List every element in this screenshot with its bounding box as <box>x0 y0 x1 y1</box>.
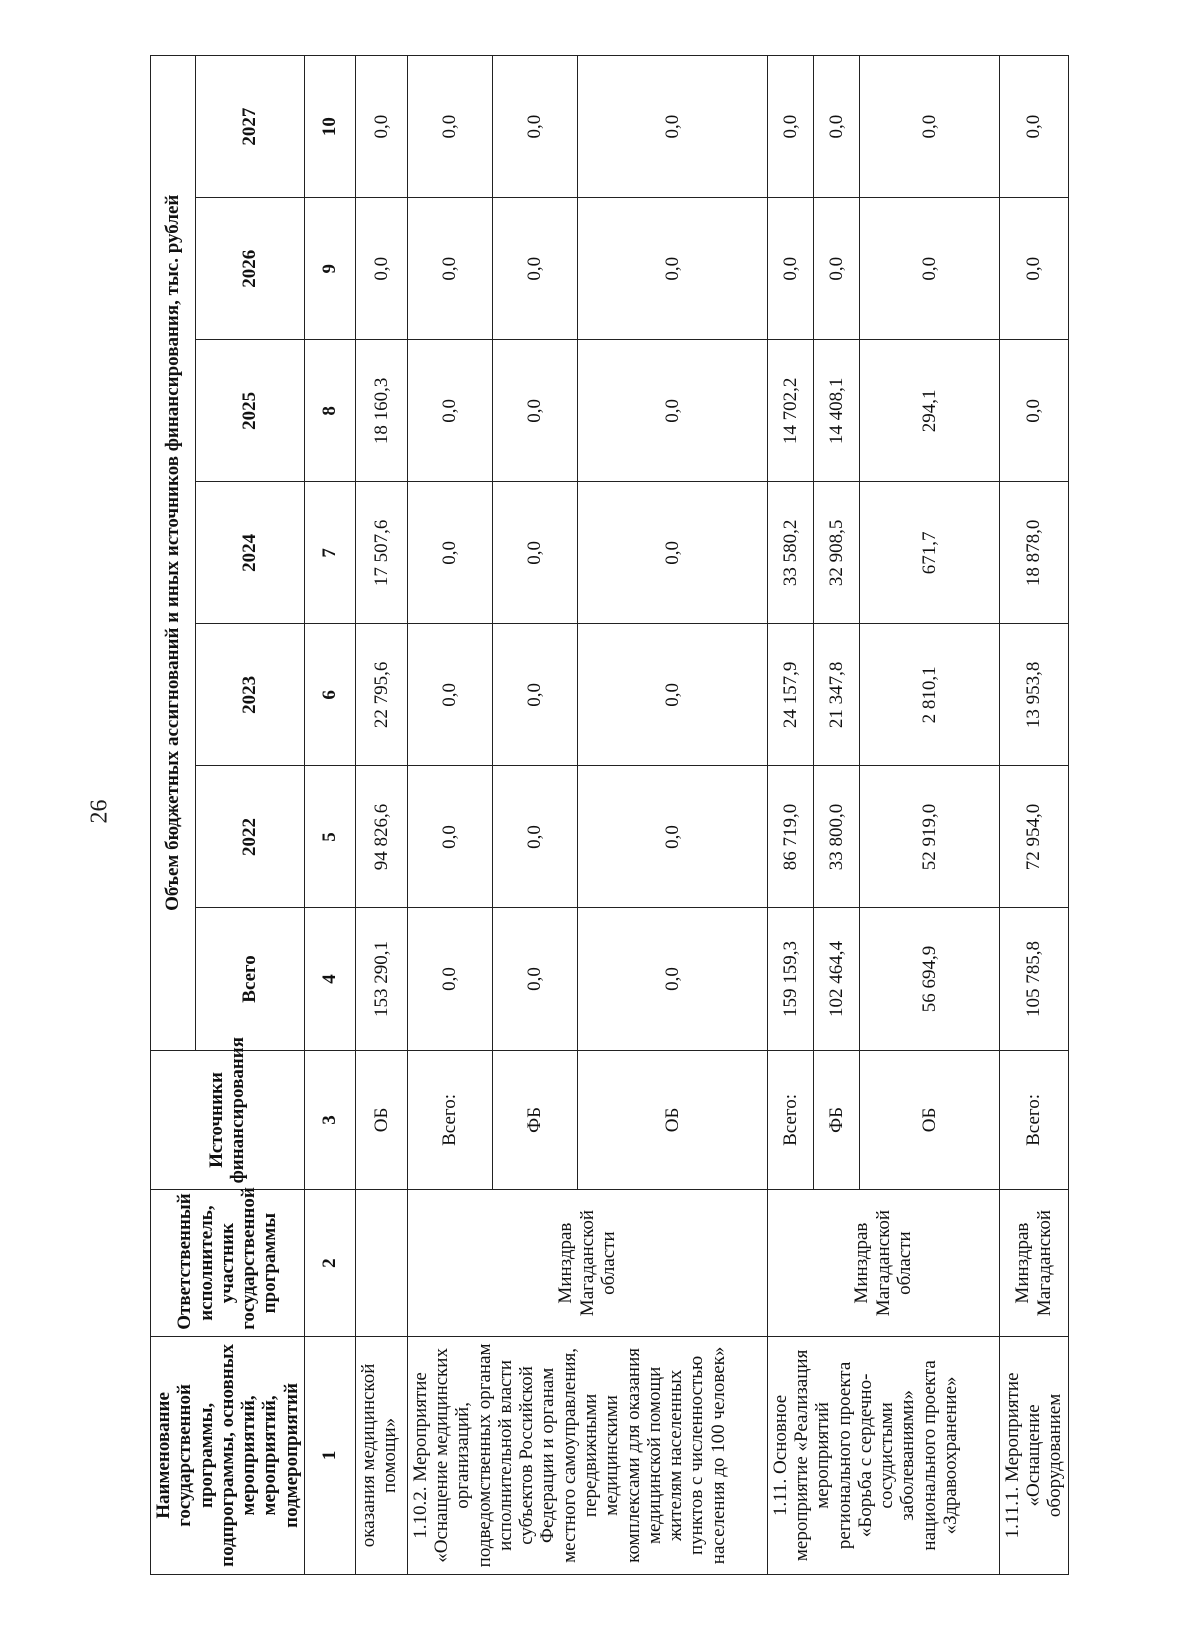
value-cell: 0,0 <box>492 624 577 766</box>
value-cell: 0,0 <box>407 908 492 1050</box>
value-cell: 86 719,0 <box>767 766 813 908</box>
value-cell: 21 347,8 <box>813 624 859 766</box>
column-index: 8 <box>304 340 355 482</box>
value-cell: 14 702,2 <box>767 340 813 482</box>
header-volume: Объем бюджетных ассигнований и иных источников финансирования, тыс. рублей <box>151 56 196 1051</box>
column-index: 5 <box>304 766 355 908</box>
table-row <box>767 56 813 1575</box>
value-cell: 0,0 <box>407 340 492 482</box>
header-year: 2025 <box>196 340 305 482</box>
column-index: 10 <box>304 56 355 198</box>
header-year: 2026 <box>196 198 305 340</box>
header-year: 2024 <box>196 482 305 624</box>
row-executor: Минздрав Магаданской области <box>767 1190 999 1336</box>
value-cell: 0,0 <box>407 198 492 340</box>
table-row <box>407 56 492 1575</box>
value-cell: 33 800,0 <box>813 766 859 908</box>
value-cell: 0,0 <box>577 56 767 198</box>
value-cell: 0,0 <box>577 766 767 908</box>
value-cell: 0,0 <box>355 56 407 198</box>
value-cell: 0,0 <box>492 56 577 198</box>
value-cell: 0,0 <box>577 482 767 624</box>
value-cell: 94 826,6 <box>355 766 407 908</box>
value-cell: 102 464,4 <box>813 908 859 1050</box>
value-cell: 0,0 <box>767 56 813 198</box>
value-cell: 18 160,3 <box>355 340 407 482</box>
value-cell: 0,0 <box>999 198 1068 340</box>
column-index: 1 <box>304 1336 355 1574</box>
header-year: 2022 <box>196 766 305 908</box>
column-index: 4 <box>304 908 355 1050</box>
table-row <box>355 56 407 1575</box>
column-index-row <box>304 56 355 1575</box>
value-cell: 17 507,6 <box>355 482 407 624</box>
value-cell: 0,0 <box>492 908 577 1050</box>
value-cell: 0,0 <box>859 198 999 340</box>
value-cell: 22 795,6 <box>355 624 407 766</box>
row-executor: Минздрав Магаданской области <box>407 1190 767 1336</box>
value-cell: 0,0 <box>999 56 1068 198</box>
header-executor: Ответственный исполнитель, участник государственной программы <box>151 1190 305 1336</box>
value-cell: 14 408,1 <box>813 340 859 482</box>
column-index: 2 <box>304 1190 355 1336</box>
value-cell: 0,0 <box>859 56 999 198</box>
value-cell: 0,0 <box>492 340 577 482</box>
row-name: 1.11.1. Мероприятие «Оснащение оборудованием <box>999 1336 1068 1574</box>
rotated-page <box>150 55 1066 1575</box>
value-cell: 56 694,9 <box>859 908 999 1050</box>
value-cell: 0,0 <box>407 56 492 198</box>
value-cell: 671,7 <box>859 482 999 624</box>
value-cell: 13 953,8 <box>999 624 1068 766</box>
value-cell: 0,0 <box>407 482 492 624</box>
column-index: 3 <box>304 1050 355 1190</box>
row-source: ОБ <box>577 1050 767 1190</box>
row-source: ОБ <box>859 1050 999 1190</box>
value-cell: 0,0 <box>355 198 407 340</box>
value-cell: 0,0 <box>999 340 1068 482</box>
value-cell: 0,0 <box>767 198 813 340</box>
value-cell: 24 157,9 <box>767 624 813 766</box>
column-index: 6 <box>304 624 355 766</box>
column-index: 9 <box>304 198 355 340</box>
value-cell: 32 908,5 <box>813 482 859 624</box>
row-source: Всего: <box>407 1050 492 1190</box>
financing-table <box>150 55 1069 1575</box>
header-row-1 <box>151 56 196 1575</box>
page-number: 26 <box>86 799 113 824</box>
value-cell: 0,0 <box>813 56 859 198</box>
row-executor <box>355 1190 407 1336</box>
value-cell: 18 878,0 <box>999 482 1068 624</box>
header-year: 2027 <box>196 56 305 198</box>
row-name: оказания медицинской помощи» <box>355 1336 407 1574</box>
value-cell: 0,0 <box>577 624 767 766</box>
value-cell: 0,0 <box>813 198 859 340</box>
header-source: Источники финансирования <box>151 1050 305 1190</box>
value-cell: 0,0 <box>492 766 577 908</box>
row-source: ФБ <box>813 1050 859 1190</box>
table-row <box>999 56 1068 1575</box>
column-index: 7 <box>304 482 355 624</box>
value-cell: 0,0 <box>577 340 767 482</box>
value-cell: 294,1 <box>859 340 999 482</box>
value-cell: 0,0 <box>407 624 492 766</box>
header-name: Наименование государственной программы, подпрограммы, основных мероприятий, мероприятий, подмероприятий <box>151 1336 305 1574</box>
value-cell: 0,0 <box>492 198 577 340</box>
row-name: 1.10.2. Мероприятие «Оснащение медицинских организаций, подведомственных органам исполнительной власти субъектов Российской Федерации и органам местного самоуправления, передвижными медицинскими комплексами для оказания медицинской помощи жителям населенных пунктов с численностью населения до 100 человек» <box>407 1336 767 1574</box>
row-name: 1.11. Основное мероприятие «Реализация мероприятий регионального проекта «Борьба с сердечно-сосудистыми заболеваниями» национального проекта «Здравоохранение» <box>767 1336 999 1574</box>
value-cell: 0,0 <box>577 198 767 340</box>
row-source: Всего: <box>767 1050 813 1190</box>
value-cell: 0,0 <box>492 482 577 624</box>
value-cell: 0,0 <box>577 908 767 1050</box>
value-cell: 2 810,1 <box>859 624 999 766</box>
value-cell: 33 580,2 <box>767 482 813 624</box>
header-year: 2023 <box>196 624 305 766</box>
row-executor: Минздрав Магаданской <box>999 1190 1068 1336</box>
row-source: ФБ <box>492 1050 577 1190</box>
row-source: Всего: <box>999 1050 1068 1190</box>
value-cell: 159 159,3 <box>767 908 813 1050</box>
header-year: Всего <box>196 908 305 1050</box>
row-source: ОБ <box>355 1050 407 1190</box>
value-cell: 72 954,0 <box>999 766 1068 908</box>
value-cell: 0,0 <box>407 766 492 908</box>
value-cell: 105 785,8 <box>999 908 1068 1050</box>
value-cell: 52 919,0 <box>859 766 999 908</box>
value-cell: 153 290,1 <box>355 908 407 1050</box>
